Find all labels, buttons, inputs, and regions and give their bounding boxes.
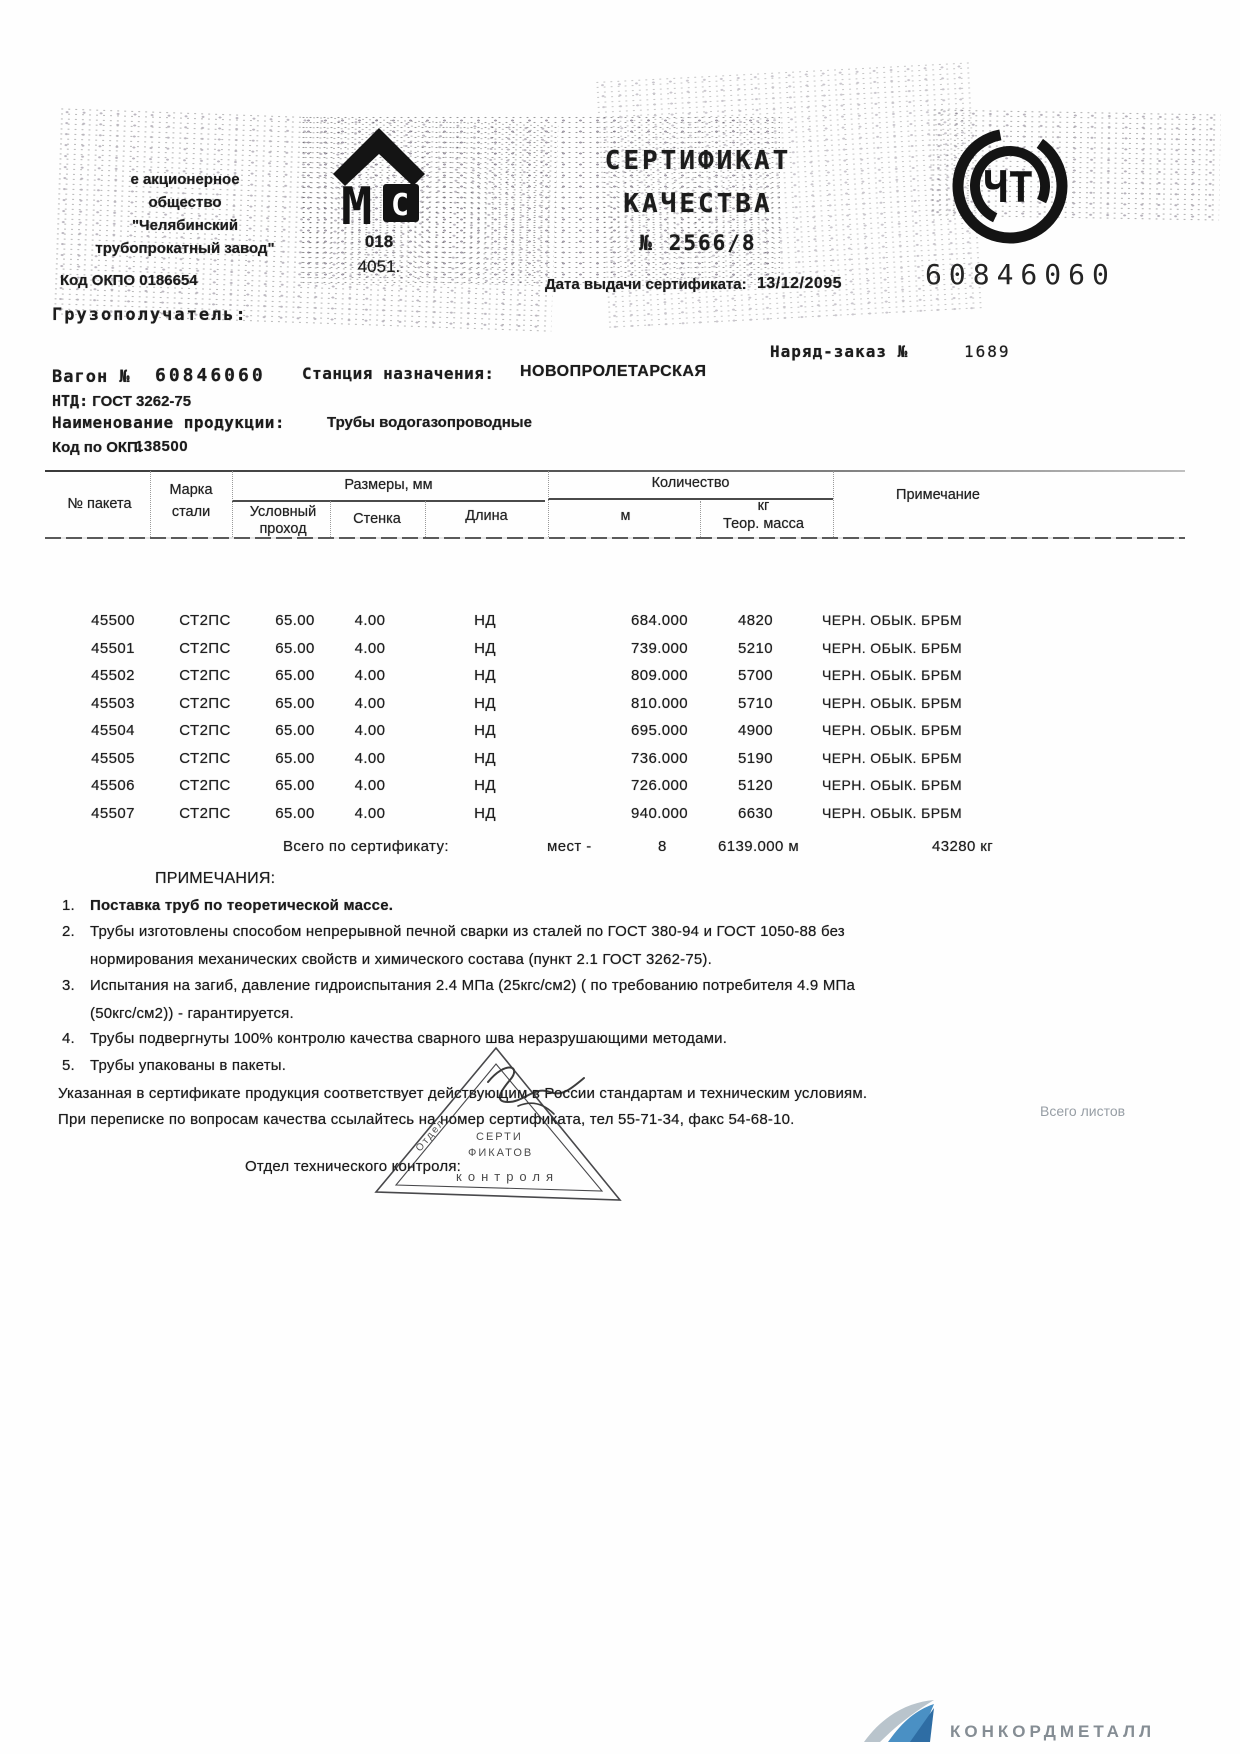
note-text: Трубы изготовлены способом непрерывной печной сварки из сталей по ГОСТ 380-94 и ГОСТ 1050-88 без	[90, 923, 845, 940]
cell-bore: 65.00	[275, 612, 315, 629]
col-header-package: № пакета	[67, 496, 132, 512]
wagon-number: 60846060	[155, 365, 266, 386]
qc-stamp-word-1: СЕРТИ	[476, 1131, 523, 1143]
cell-wall: 4.00	[354, 722, 386, 739]
order-number: 1689	[964, 342, 1011, 361]
qc-stamp-word-2: ФИКАТОВ	[468, 1147, 534, 1159]
product-label: Наименование продукции:	[52, 413, 286, 432]
cell-note: ЧЕРН. ОБЫК. БРБМ	[822, 722, 963, 738]
note-text: Трубы упакованы в пакеты.	[90, 1057, 287, 1074]
note-number: 3.	[62, 977, 75, 994]
station-value: НОВОПРОЛЕТАРСКАЯ	[520, 363, 707, 380]
cell-meters: 736.000	[630, 750, 688, 767]
ntd-line	[52, 392, 191, 410]
cell-note: ЧЕРН. ОБЫК. БРБМ	[822, 612, 963, 628]
cell-length: НД	[474, 612, 496, 629]
table-row	[0, 640, 1240, 662]
supplier-name-block	[40, 168, 330, 260]
cell-package: 45507	[91, 805, 135, 822]
cell-mass: 4900	[738, 722, 773, 739]
col-header-note: Примечание	[896, 487, 980, 503]
cell-bore: 65.00	[275, 667, 315, 684]
ms-factory-logo	[333, 128, 425, 230]
table-row	[0, 805, 1240, 827]
barcode-number: 60846060	[925, 258, 1116, 291]
cell-length: НД	[474, 640, 496, 657]
supplier-line: е акционерное	[130, 171, 240, 188]
table-row	[0, 667, 1240, 689]
notes-heading: ПРИМЕЧАНИЯ:	[155, 870, 276, 887]
note-number: 5.	[62, 1057, 75, 1074]
col-header-bore-line2: проход	[259, 521, 307, 537]
cell-length: НД	[474, 667, 496, 684]
cell-mass: 5700	[738, 667, 773, 684]
col-header-kg-line1: кг	[757, 498, 770, 514]
okp-label: Код по ОКП:	[52, 439, 143, 456]
cell-length: НД	[474, 722, 496, 739]
table-row	[0, 777, 1240, 799]
cell-package: 45504	[91, 722, 135, 739]
note-number: 2.	[62, 923, 75, 940]
supplier-line: "Челябинский	[131, 217, 239, 234]
cell-meters: 809.000	[630, 667, 688, 684]
table-column-divider	[833, 471, 834, 537]
table-row	[0, 750, 1240, 772]
table-column-divider	[425, 501, 426, 537]
col-header-steel-line2: стали	[171, 504, 211, 520]
col-header-bore-line1: Условный	[249, 504, 317, 520]
cell-bore: 65.00	[275, 777, 315, 794]
wagon-label: Вагон №	[52, 367, 131, 387]
cell-package: 45502	[91, 667, 135, 684]
ms-logo-code2: 4051.	[357, 257, 401, 276]
qc-stamp-edge-word: Отдел	[413, 1117, 448, 1154]
table-top-border	[45, 470, 1185, 472]
note-text: Поставка труб по теоретической массе.	[90, 897, 394, 914]
supplier-line: трубопрокатный завод"	[95, 240, 275, 257]
total-mass-value: 43280 кг	[932, 838, 994, 855]
cell-bore: 65.00	[275, 695, 315, 712]
cell-bore: 65.00	[275, 722, 315, 739]
chtpz-logo	[950, 126, 1070, 246]
cell-wall: 4.00	[354, 750, 386, 767]
note-text: Испытания на загиб, давление гидроиспытания 2.4 МПа (25кгс/см2) ( по требованию потребителя 4.9 МПа	[90, 977, 856, 994]
total-meters-value: 6139.000 м	[718, 838, 800, 855]
cell-meters: 684.000	[630, 612, 688, 629]
cell-note: ЧЕРН. ОБЫК. БРБМ	[822, 805, 963, 821]
issue-date-label: Дата выдачи сертификата:	[545, 276, 747, 293]
cell-package: 45506	[91, 777, 135, 794]
note-text: Трубы подвергнуты 100% контролю качества сварного шва неразрушающими методами.	[90, 1030, 728, 1047]
cell-length: НД	[474, 805, 496, 822]
cell-wall: 4.00	[354, 695, 386, 712]
group-header-sizes: Размеры, мм	[344, 477, 433, 493]
cell-steel: СТ2ПС	[179, 695, 231, 712]
cell-package: 45505	[91, 750, 135, 767]
konkord-logo-icon	[858, 1696, 938, 1748]
cell-mass: 5120	[738, 777, 773, 794]
qc-department-label: Отдел технического контроля:	[245, 1158, 462, 1175]
col-header-kg-line2: Теор. масса	[723, 516, 804, 532]
cell-meters: 695.000	[630, 722, 688, 739]
order-label: Наряд-заказ №	[770, 342, 909, 361]
cell-note: ЧЕРН. ОБЫК. БРБМ	[822, 667, 963, 683]
conformity-statement: Указанная в сертификате продукция соответствует действующим в России стандартам и техническим условиям.	[58, 1085, 868, 1102]
cell-meters: 726.000	[630, 777, 688, 794]
issue-date-value: 13/12/2095	[757, 275, 843, 292]
cell-wall: 4.00	[354, 777, 386, 794]
cell-note: ЧЕРН. ОБЫК. БРБМ	[822, 695, 963, 711]
chtpz-logo-letters: ЧТ	[983, 163, 1034, 212]
cell-meters: 810.000	[630, 695, 688, 712]
cell-package: 45500	[91, 612, 135, 629]
cell-bore: 65.00	[275, 640, 315, 657]
col-header-length: Длина	[465, 508, 508, 524]
cell-meters: 940.000	[630, 805, 688, 822]
note-text: нормирования механических свойств и химического состава (пункт 2.1 ГОСТ 3262-75).	[90, 951, 712, 968]
cell-wall: 4.00	[354, 612, 386, 629]
cell-length: НД	[474, 777, 496, 794]
cell-wall: 4.00	[354, 667, 386, 684]
qc-stamp	[368, 1040, 628, 1215]
cell-mass: 5190	[738, 750, 773, 767]
supplier-line: общество	[148, 194, 222, 211]
total-places-label: мест -	[547, 838, 592, 855]
product-value: Трубы водогазопроводные	[327, 414, 532, 431]
konkord-logo-text: КОНКОРДМЕТАЛЛ	[950, 1722, 1156, 1741]
ntd-value: ГОСТ 3262-75	[92, 393, 192, 410]
total-label: Всего по сертификату:	[283, 838, 449, 855]
certificate-title-line2: КАЧЕСТВА	[623, 189, 773, 219]
cell-steel: СТ2ПС	[179, 750, 231, 767]
table-sizes-group-underline	[232, 500, 545, 502]
note-number: 4.	[62, 1030, 75, 1047]
sheets-total-label: Всего листов	[1040, 1103, 1126, 1119]
table-header-bottom-border	[45, 537, 1185, 539]
note-text: (50кгс/см2)) - гарантируется.	[90, 1005, 294, 1022]
cell-steel: СТ2ПС	[179, 777, 231, 794]
certificate-title-line1: СЕРТИФИКАТ	[604, 146, 792, 176]
cell-length: НД	[474, 695, 496, 712]
table-row	[0, 612, 1240, 634]
table-row	[0, 695, 1240, 717]
cell-package: 45501	[91, 640, 135, 657]
cell-steel: СТ2ПС	[179, 640, 231, 657]
cell-wall: 4.00	[354, 805, 386, 822]
cell-note: ЧЕРН. ОБЫК. БРБМ	[822, 777, 963, 793]
ms-logo-letter-c: С	[391, 188, 410, 223]
cell-bore: 65.00	[275, 805, 315, 822]
cell-note: ЧЕРН. ОБЫК. БРБМ	[822, 750, 963, 766]
supplier-okpo: Код ОКПО 0186654	[60, 272, 198, 289]
okp-value: 138500	[135, 438, 189, 455]
cell-package: 45503	[91, 695, 135, 712]
table-row	[0, 722, 1240, 744]
station-label: Станция назначения:	[302, 364, 495, 383]
table-total-row	[0, 838, 1240, 860]
col-header-wall: Стенка	[353, 511, 401, 527]
cell-steel: СТ2ПС	[179, 722, 231, 739]
qc-stamp-word-bottom: контроля	[456, 1169, 559, 1184]
note-number: 1.	[62, 897, 75, 914]
group-header-qty: Количество	[651, 475, 730, 491]
cell-steel: СТ2ПС	[179, 667, 231, 684]
correspondence-statement: При переписке по вопросам качества ссылайтесь на номер сертификата, тел 55-71-34, факс 54-68-10.	[58, 1111, 795, 1128]
col-header-m: м	[620, 508, 631, 524]
cell-steel: СТ2ПС	[179, 612, 231, 629]
cell-steel: СТ2ПС	[179, 805, 231, 822]
cell-mass: 5210	[738, 640, 773, 657]
consignee-label: Грузополучатель:	[52, 305, 248, 325]
cell-mass: 6630	[738, 805, 773, 822]
cell-bore: 65.00	[275, 750, 315, 767]
total-places-value: 8	[658, 838, 667, 855]
cell-wall: 4.00	[354, 640, 386, 657]
certificate-number: № 2566/8	[639, 231, 757, 255]
cell-mass: 4820	[738, 612, 773, 629]
table-column-divider	[150, 471, 151, 537]
cell-length: НД	[474, 750, 496, 767]
cell-mass: 5710	[738, 695, 773, 712]
col-header-steel-line1: Марка	[169, 482, 213, 498]
ntd-label: НТД:	[52, 392, 89, 410]
cell-meters: 739.000	[630, 640, 688, 657]
cell-note: ЧЕРН. ОБЫК. БРБМ	[822, 640, 963, 656]
ms-logo-letter-m: М	[341, 177, 373, 230]
table-column-divider	[330, 501, 331, 537]
ms-logo-code1: 018	[364, 232, 394, 251]
